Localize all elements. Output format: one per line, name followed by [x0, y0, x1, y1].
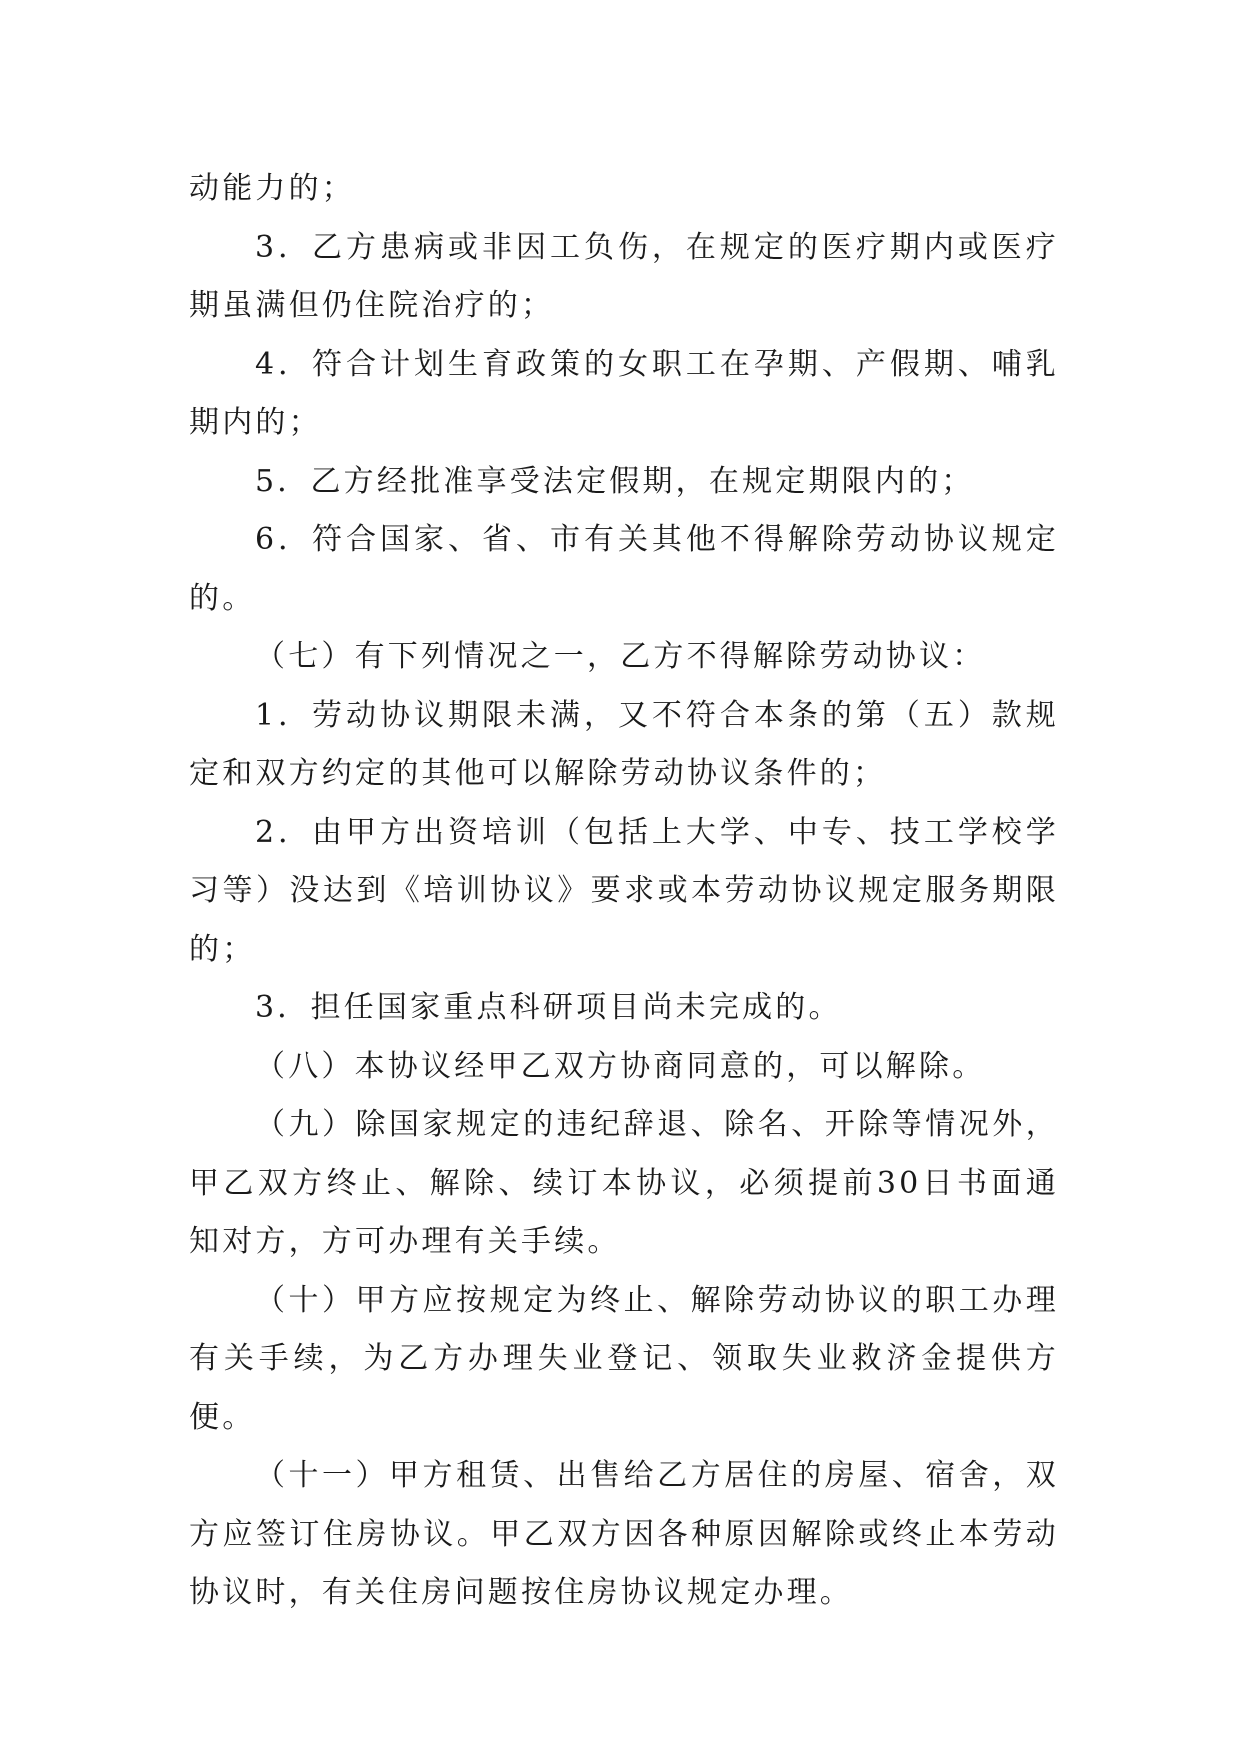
- paragraph-section-11: （十一）甲方租赁、出售给乙方居住的房屋、宿舍，双方应签订住房协议。甲乙双方因各种原因解除或终止本劳动协议时，有关住房问题按住房协议规定办理。: [189, 1458, 1059, 1610]
- paragraph-section-7-item-1: 1．劳动协议期限未满，又不符合本条的第（五）款规定和双方约定的其他可以解除劳动协议条件的；: [189, 697, 1059, 791]
- paragraph-section-7: （七）有下列情况之一，乙方不得解除劳动协议：: [255, 639, 986, 674]
- paragraph-section-7-item-3: 3．担任国家重点科研项目尚未完成的。: [255, 990, 842, 1025]
- document-body: [189, 160, 1059, 1623]
- paragraph-item-4: 4．符合计划生育政策的女职工在孕期、产假期、哺乳期内的；: [189, 346, 1059, 440]
- paragraph-item-5: 5．乙方经批准享受法定假期，在规定期限内的；: [255, 463, 975, 499]
- paragraph-section-8: （八）本协议经甲乙双方协商同意的，可以解除。: [255, 1048, 986, 1084]
- paragraph-item-3: 3．乙方患病或非因工负伤，在规定的医疗期内或医疗期虽满但仍住院治疗的；: [189, 229, 1059, 323]
- paragraph-item-6: 6．符合国家、省、市有关其他不得解除劳动协议规定的。: [189, 522, 1059, 616]
- paragraph-section-7-item-2: 2．由甲方出资培训（包括上大学、中专、技工学校学习等）没达到《培训协议》要求或本劳动协议规定服务期限的；: [189, 814, 1059, 967]
- paragraph-section-9: （九）除国家规定的违纪辞退、除名、开除等情况外，甲乙双方终止、解除、续订本协议，必须提前30日书面通知对方，方可办理有关手续。: [189, 1107, 1059, 1259]
- paragraph-continuation: 动能力的；: [189, 171, 355, 206]
- paragraph-section-10: （十）甲方应按规定为终止、解除劳动协议的职工办理有关手续，为乙方办理失业登记、领取失业救济金提供方便。: [189, 1282, 1059, 1435]
